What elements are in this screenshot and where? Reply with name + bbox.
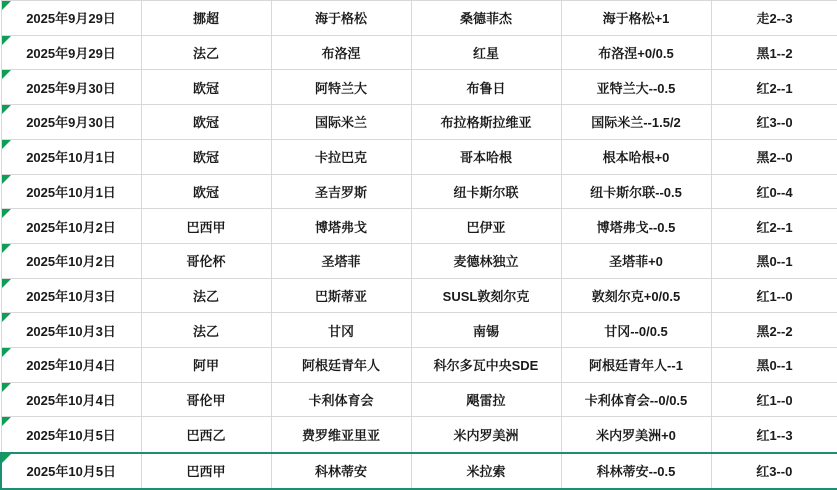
handicap-cell-text: 根本哈根+0 [602, 150, 670, 166]
table-row[interactable] [1, 70, 837, 105]
table-row[interactable] [1, 417, 837, 453]
home-team-cell [271, 105, 411, 140]
league-cell-text: 挪超 [192, 11, 219, 27]
table-row[interactable] [1, 382, 837, 417]
league-cell [141, 278, 271, 313]
league-cell-text: 欧冠 [192, 184, 219, 200]
league-cell [141, 70, 271, 105]
match-date-cell [1, 453, 141, 490]
away-team-cell [411, 243, 561, 278]
match-date-cell [1, 417, 141, 453]
corner-flag-icon [2, 70, 11, 79]
handicap-cell-text: 科林蒂安--0.5 [596, 464, 676, 480]
home-team-cell [271, 139, 411, 174]
handicap-cell [561, 174, 711, 209]
home-team-cell [271, 348, 411, 383]
result-score-cell [711, 1, 837, 36]
league-cell-text: 欧冠 [192, 150, 219, 166]
table-row[interactable] [1, 35, 837, 70]
result-score-cell [711, 348, 837, 383]
handicap-cell [561, 35, 711, 70]
handicap-cell-text: 国际米兰--1.5/2 [591, 115, 681, 131]
league-cell [141, 174, 271, 209]
handicap-cell [561, 278, 711, 313]
home-team-cell [271, 417, 411, 453]
handicap-cell [561, 348, 711, 383]
match-date-cell [1, 313, 141, 348]
away-team-cell [411, 382, 561, 417]
away-team-cell [411, 453, 561, 490]
corner-flag-icon [2, 348, 11, 357]
table-body [1, 1, 837, 490]
handicap-cell-text: 纽卡斯尔联--0.5 [590, 184, 682, 200]
handicap-cell [561, 209, 711, 244]
home-team-cell-text: 海于格松 [314, 11, 367, 27]
home-team-cell-text: 圣吉罗斯 [314, 184, 367, 200]
home-team-cell-text: 卡拉巴克 [314, 150, 367, 166]
handicap-cell-text: 亚特兰大--0.5 [596, 80, 676, 96]
home-team-cell-text: 国际米兰 [314, 115, 367, 131]
home-team-cell [271, 1, 411, 36]
away-team-cell-text: SUSL敦刻尔克 [442, 288, 530, 304]
home-team-cell-text: 圣塔菲 [321, 254, 361, 270]
result-score-cell-text: 红0--4 [756, 184, 793, 200]
match-date-cell-text: 2025年10月3日 [26, 323, 116, 339]
league-cell [141, 243, 271, 278]
table-row[interactable] [1, 105, 837, 140]
away-team-cell-text: 巴伊亚 [466, 219, 506, 235]
away-team-cell-text: 科尔多瓦中央SDE [433, 358, 539, 374]
corner-flag-icon [2, 279, 11, 288]
match-date-cell-text: 2025年10月2日 [26, 219, 116, 235]
home-team-cell [271, 453, 411, 490]
away-team-cell [411, 209, 561, 244]
league-cell-text: 哥伦甲 [186, 393, 226, 409]
corner-flag-icon [2, 454, 11, 463]
away-team-cell-text: 布鲁日 [466, 80, 506, 96]
match-date-cell-text: 2025年10月1日 [26, 150, 116, 166]
away-team-cell-text: 哥本哈根 [459, 150, 512, 166]
home-team-cell [271, 278, 411, 313]
handicap-cell-text: 博塔弗戈--0.5 [596, 219, 676, 235]
league-cell [141, 313, 271, 348]
handicap-cell [561, 453, 711, 490]
match-date-cell-text: 2025年10月3日 [26, 288, 116, 304]
result-score-cell [711, 70, 837, 105]
away-team-cell [411, 139, 561, 174]
match-date-cell-text: 2025年10月4日 [26, 358, 116, 374]
league-cell [141, 453, 271, 490]
league-cell-text: 法乙 [192, 323, 219, 339]
home-team-cell-text: 阿根廷青年人 [301, 358, 380, 374]
handicap-cell-text: 海于格松+1 [602, 11, 670, 27]
handicap-cell-text: 卡利体育会--0/0.5 [584, 393, 688, 409]
table-row[interactable] [1, 453, 837, 490]
away-team-cell [411, 313, 561, 348]
table-row[interactable] [1, 209, 837, 244]
match-date-cell [1, 382, 141, 417]
result-score-cell [711, 278, 837, 313]
handicap-cell-text: 甘冈--0/0.5 [604, 323, 668, 339]
league-cell-text: 法乙 [192, 288, 219, 304]
corner-flag-icon [2, 36, 11, 45]
home-team-cell-text: 巴斯蒂亚 [314, 288, 367, 304]
handicap-cell-text: 敦刻尔克+0/0.5 [591, 288, 681, 304]
match-date-cell [1, 70, 141, 105]
match-date-cell-text: 2025年10月2日 [26, 254, 116, 270]
result-score-cell-text: 黑0--1 [756, 358, 793, 374]
match-date-cell-text: 2025年10月5日 [26, 464, 117, 480]
home-team-cell [271, 70, 411, 105]
match-date-cell [1, 35, 141, 70]
handicap-cell-text: 圣塔菲+0 [609, 254, 663, 270]
league-cell [141, 35, 271, 70]
result-score-cell [711, 35, 837, 70]
league-cell [141, 348, 271, 383]
league-cell-text: 哥伦杯 [186, 254, 226, 270]
league-cell [141, 1, 271, 36]
table-row[interactable] [1, 348, 837, 383]
result-score-cell-text: 红3--0 [756, 115, 793, 131]
handicap-cell [561, 243, 711, 278]
match-date-cell-text: 2025年9月30日 [26, 115, 116, 131]
result-score-cell-text: 红3--0 [756, 464, 793, 480]
league-cell [141, 209, 271, 244]
match-date-cell [1, 1, 141, 36]
away-team-cell-text: 飓雷拉 [466, 393, 506, 409]
result-score-cell-text: 走2--3 [756, 11, 793, 27]
match-date-cell-text: 2025年9月30日 [26, 80, 116, 96]
away-team-cell [411, 348, 561, 383]
handicap-cell-text: 阿根廷青年人--1 [589, 358, 683, 374]
handicap-cell-text: 米内罗美洲+0 [596, 427, 676, 443]
match-date-cell-text: 2025年9月29日 [26, 46, 116, 62]
result-score-cell [711, 209, 837, 244]
away-team-cell [411, 1, 561, 36]
away-team-cell-text: 红星 [472, 46, 499, 62]
match-date-cell-text: 2025年10月1日 [26, 184, 116, 200]
table-row[interactable] [1, 313, 837, 348]
handicap-cell [561, 382, 711, 417]
corner-flag-icon [2, 417, 11, 426]
league-cell-text: 巴西甲 [186, 219, 226, 235]
corner-flag-icon [2, 383, 11, 392]
home-team-cell [271, 313, 411, 348]
corner-flag-icon [2, 209, 11, 218]
result-score-cell [711, 139, 837, 174]
home-team-cell-text: 布洛涅 [321, 46, 361, 62]
away-team-cell-text: 米拉索 [466, 464, 506, 480]
league-cell-text: 法乙 [192, 46, 219, 62]
result-score-cell [711, 105, 837, 140]
corner-flag-icon [2, 105, 11, 114]
table-row[interactable] [1, 139, 837, 174]
handicap-cell [561, 139, 711, 174]
match-date-cell [1, 348, 141, 383]
home-team-cell [271, 174, 411, 209]
corner-flag-icon [2, 244, 11, 253]
league-cell-text: 巴西乙 [186, 427, 226, 443]
corner-flag-icon [2, 313, 11, 322]
home-team-cell [271, 243, 411, 278]
handicap-cell [561, 417, 711, 453]
away-team-cell-text: 米内罗美洲 [453, 427, 519, 443]
away-team-cell [411, 417, 561, 453]
home-team-cell-text: 博塔弗戈 [314, 219, 367, 235]
away-team-cell-text: 纽卡斯尔联 [453, 184, 519, 200]
match-date-cell [1, 243, 141, 278]
away-team-cell [411, 70, 561, 105]
result-score-cell-text: 黑0--1 [756, 254, 793, 270]
home-team-cell [271, 209, 411, 244]
result-score-cell [711, 174, 837, 209]
away-team-cell [411, 278, 561, 313]
league-cell [141, 417, 271, 453]
table-row[interactable] [1, 243, 837, 278]
match-date-cell-text: 2025年10月5日 [26, 427, 116, 443]
handicap-cell [561, 1, 711, 36]
result-score-cell-text: 红1--3 [756, 427, 793, 443]
result-score-cell-text: 红1--0 [756, 288, 793, 304]
result-score-cell-text: 黑1--2 [756, 46, 793, 62]
result-score-cell [711, 313, 837, 348]
match-date-cell [1, 105, 141, 140]
result-score-cell-text: 红1--0 [756, 393, 793, 409]
handicap-cell [561, 313, 711, 348]
league-cell [141, 382, 271, 417]
corner-flag-icon [2, 175, 11, 184]
handicap-cell-text: 布洛涅+0/0.5 [598, 46, 674, 62]
home-team-cell-text: 科林蒂安 [314, 464, 367, 480]
match-date-cell [1, 209, 141, 244]
away-team-cell [411, 105, 561, 140]
table-row[interactable] [1, 278, 837, 313]
home-team-cell [271, 35, 411, 70]
result-score-cell-text: 红2--1 [756, 80, 793, 96]
match-date-cell [1, 139, 141, 174]
league-cell-text: 巴西甲 [186, 464, 226, 480]
result-score-cell [711, 417, 837, 453]
league-cell-text: 欧冠 [192, 80, 219, 96]
result-score-cell-text: 黑2--2 [756, 323, 793, 339]
result-score-cell-text: 红2--1 [756, 219, 793, 235]
league-cell-text: 阿甲 [192, 358, 219, 374]
away-team-cell-text: 南锡 [472, 323, 499, 339]
league-cell [141, 105, 271, 140]
corner-flag-icon [2, 1, 11, 10]
home-team-cell-text: 阿特兰大 [314, 80, 367, 96]
away-team-cell-text: 麦德林独立 [453, 254, 519, 270]
corner-flag-icon [2, 140, 11, 149]
away-team-cell [411, 174, 561, 209]
home-team-cell-text: 费罗维亚里亚 [301, 427, 380, 443]
result-score-cell [711, 382, 837, 417]
match-date-cell-text: 2025年10月4日 [26, 393, 116, 409]
away-team-cell-text: 桑德菲杰 [459, 11, 512, 27]
result-score-cell [711, 243, 837, 278]
home-team-cell-text: 卡利体育会 [308, 393, 374, 409]
handicap-cell [561, 105, 711, 140]
away-team-cell-text: 布拉格斯拉维亚 [440, 115, 532, 131]
league-cell-text: 欧冠 [192, 115, 219, 131]
match-date-cell [1, 174, 141, 209]
match-date-cell-text: 2025年9月29日 [26, 11, 116, 27]
result-score-cell [711, 453, 837, 490]
handicap-cell [561, 70, 711, 105]
home-team-cell [271, 382, 411, 417]
home-team-cell-text: 甘冈 [327, 323, 354, 339]
league-cell [141, 139, 271, 174]
result-score-cell-text: 黑2--0 [756, 150, 793, 166]
table-row[interactable] [1, 1, 837, 36]
match-date-cell [1, 278, 141, 313]
table-row[interactable] [1, 174, 837, 209]
away-team-cell [411, 35, 561, 70]
